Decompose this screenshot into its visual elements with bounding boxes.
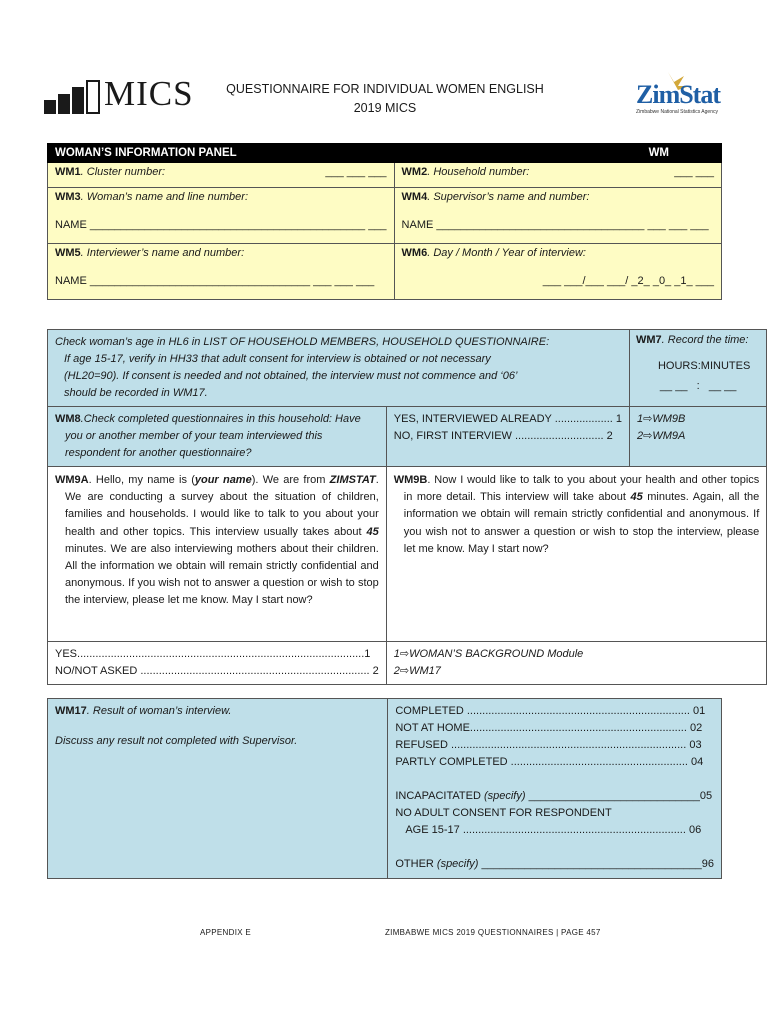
wm17-option-partly[interactable]: PARTLY COMPLETED .......................................................... 04: [395, 756, 704, 768]
wm2-cell[interactable]: WM2. Household number: ___ ___: [394, 163, 721, 188]
wm17-option-completed[interactable]: COMPLETED ......................................................................... 01: [395, 705, 706, 717]
age-check-instructions: Check woman’s age in HL6 in LIST OF HOUSEHOLD MEMBERS, HOUSEHOLD QUESTIONNAIRE: If age 15-17, verify in HH33 that adult consent for interview is obtained or not necessary (HL20=90). If consent is needed and not obtained, the interview must not commence and ‘06’ should be recorded in WM17.: [48, 330, 630, 407]
wm8-question: WM8.Check completed questionnaires in this household: Have you or another member of your team interviewed this respondent for another questionnaire?: [48, 407, 387, 467]
wm7-cell[interactable]: WM7. Record the time: HOURS : MINUTES __ __ : __ __: [629, 330, 766, 407]
wm17-option-other[interactable]: OTHER (specify) ____________________________________96: [395, 858, 714, 870]
wm5-cell[interactable]: WM5. Interviewer’s name and number: NAME ____________________________________ ___ ___ ___: [48, 244, 395, 300]
wm4-cell[interactable]: WM4. Supervisor’s name and number: NAME __________________________________ ___ ___ ___: [394, 188, 721, 244]
mics-logo: [44, 74, 214, 114]
wm1-cell[interactable]: WM1. Cluster number: ___ ___ ___: [48, 163, 395, 188]
mics-logo-text: MICS: [104, 74, 194, 113]
time-colon: :: [697, 360, 701, 372]
consent-section: [47, 329, 767, 685]
wm3-name-field[interactable]: NAME _____________________________________________ ___: [55, 219, 387, 231]
wm17-option-no-consent-age[interactable]: AGE 15-17 ......................................................................... 06: [405, 824, 702, 836]
minutes-label: MINUTES: [700, 360, 751, 372]
wm9-answers[interactable]: [48, 642, 387, 685]
wm6-cell[interactable]: WM6. Day / Month / Year of interview: ___ ___/___ ___/ _2_ _0_ _1_ ___: [394, 244, 721, 300]
zimstat-subtitle: Zimbabwe National Statistics Agency: [636, 109, 718, 115]
wm8-options[interactable]: [386, 407, 629, 467]
wm17-section: [47, 698, 722, 879]
document-title: [220, 80, 550, 118]
wm8-option-yes[interactable]: YES, INTERVIEWED ALREADY ................... 1: [393, 413, 622, 425]
wm9-option-no[interactable]: NO/NOT ASKED ........................................................................... 2: [55, 665, 379, 677]
wm9-skips: 1⇨WOMAN’S BACKGROUND Module 2⇨WM17: [386, 642, 767, 685]
footer-appendix: APPENDIX E: [200, 928, 252, 937]
wm1-blank[interactable]: ___ ___ ___: [325, 166, 387, 178]
wm9-option-yes[interactable]: YES..............................................................................................1: [55, 648, 371, 660]
wm17-options[interactable]: [388, 699, 722, 879]
zimstat-logo: [634, 70, 724, 118]
wm5-name-field[interactable]: NAME ____________________________________ ___ ___ ___: [55, 275, 375, 287]
wm17-question: WM17. Result of woman’s interview. Discuss any result not completed with Supervisor.: [48, 699, 388, 879]
zimstat-logo-text: ZimStat: [636, 80, 720, 109]
title-line-2: 2019 MICS: [353, 101, 417, 115]
wm8-skips: 1⇨WM9B 2⇨WM9A: [629, 407, 766, 467]
panel-code: WM: [394, 144, 721, 163]
wm17-option-not-at-home[interactable]: NOT AT HOME....................................................................... 02: [395, 722, 703, 734]
wm3-cell[interactable]: WM3. Woman’s name and line number: NAME _____________________________________________ ___: [48, 188, 395, 244]
time-blank[interactable]: __ __ : __ __: [659, 380, 737, 392]
wm9b-cell: WM9B. Now I would like to talk to you about your health and other topics in more detail. This interview will take about 45 minutes. Again, all the information we obtain will remain strictly confidential and anonymous. If you wish not to answer a question or wish to stop the interview, please let me know. May I start now?: [386, 467, 767, 642]
wm17-option-incapacitated[interactable]: INCAPACITATED (specify) ____________________________05: [395, 790, 713, 802]
title-line-1: QUESTIONNAIRE FOR INDIVIDUAL WOMEN ENGLISH: [226, 82, 544, 96]
wm17-option-refused[interactable]: REFUSED ............................................................................. 03: [395, 739, 702, 751]
wm17-option-no-consent[interactable]: NO ADULT CONSENT FOR RESPONDENT: [395, 807, 612, 819]
footer-page-info: ZIMBABWE MICS 2019 QUESTIONNAIRES | PAGE 457: [385, 928, 601, 937]
wm8-option-no[interactable]: NO, FIRST INTERVIEW ............................. 2: [393, 430, 613, 442]
hours-label: HOURS: [657, 360, 698, 372]
wm9a-cell: WM9A. Hello, my name is (your name). We are from ZIMSTAT. We are conducting a survey about the situation of children, families and households. I would like to talk to you about your health and other topics. This interview usually takes about 45 minutes. We are also interviewing mothers about their children. All the information we obtain will remain strictly confidential and anonymous. If you wish not to answer a question or wish to stop the interview, please let me know. May I start now?: [48, 467, 387, 642]
wm6-date-field[interactable]: ___ ___/___ ___/ _2_ _0_ _1_ ___: [542, 275, 714, 287]
wm4-name-field[interactable]: NAME __________________________________ ___ ___ ___: [401, 219, 709, 231]
woman-info-panel: [47, 143, 722, 300]
wm2-blank[interactable]: ___ ___: [674, 166, 714, 178]
panel-title: WOMAN’S INFORMATION PANEL: [48, 144, 395, 163]
